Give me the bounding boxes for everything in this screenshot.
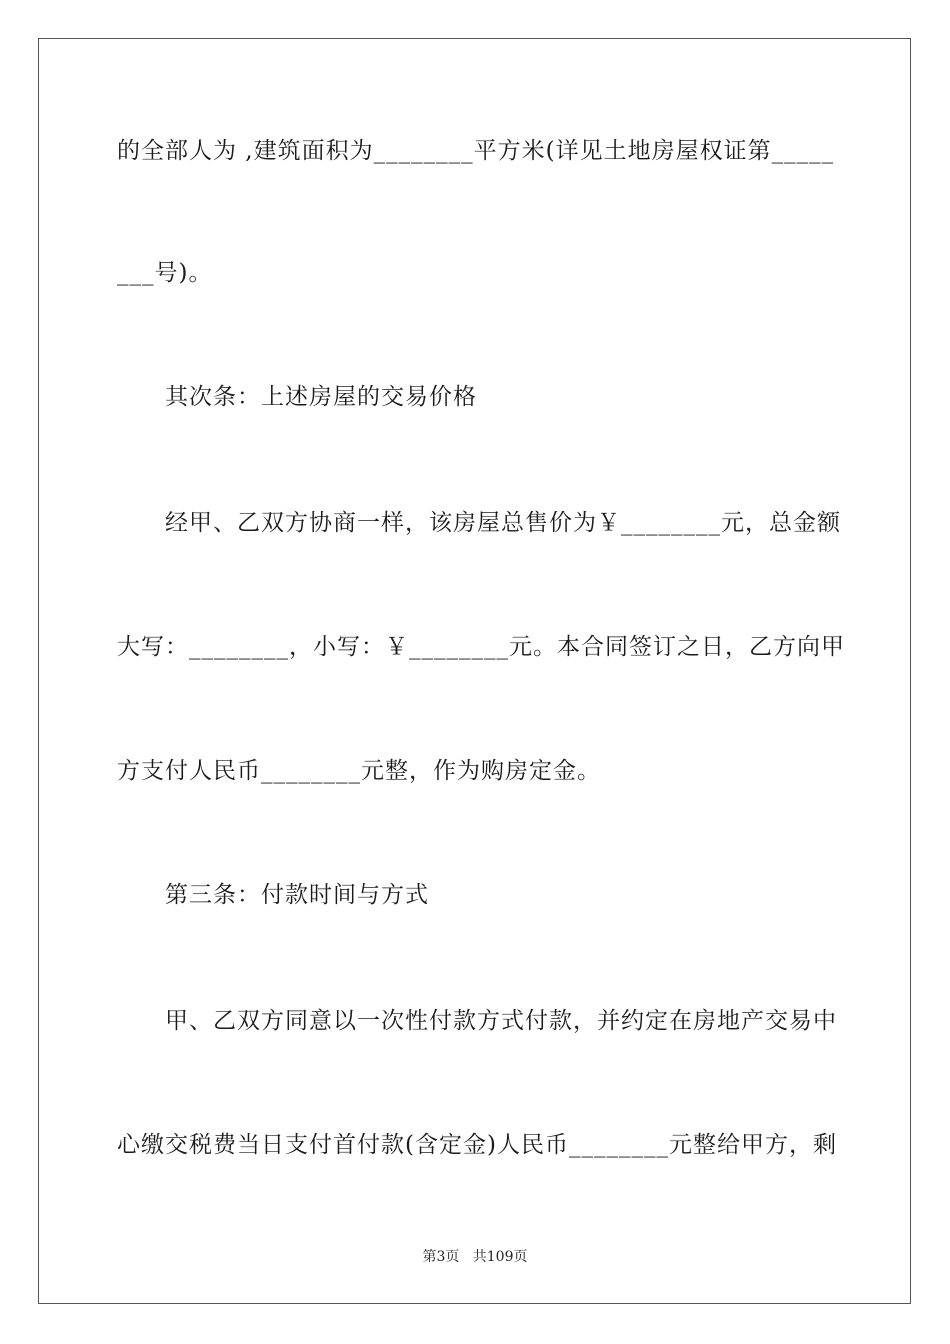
text-line-6: 甲、乙双方同意以一次性付款方式付款，并约定在房地产交易中 — [165, 1008, 837, 1034]
page-border — [38, 38, 911, 1304]
text-line-5: 方支付人民币________元整，作为购房定金。 — [117, 758, 601, 784]
section-heading-payment: 第三条：付款时间与方式 — [165, 882, 429, 908]
text-line-7: 心缴交税费当日支付首付款(含定金)人民币________元整给甲方，剩 — [117, 1132, 837, 1158]
text-line-2: ___号)。 — [117, 260, 213, 286]
page-number-footer: 第3页 共109页 — [422, 1249, 528, 1265]
section-heading-price: 其次条：上述房屋的交易价格 — [165, 384, 477, 410]
text-line-1: 的全部人为 ,建筑面积为________平方米(详见土地房屋权证第_____ — [117, 138, 835, 164]
text-line-3: 经甲、乙双方协商一样，该房屋总售价为￥________元，总金额 — [165, 510, 841, 536]
text-line-4: 大写：________，小写：￥________元。本合同签订之日，乙方向甲 — [117, 634, 845, 660]
